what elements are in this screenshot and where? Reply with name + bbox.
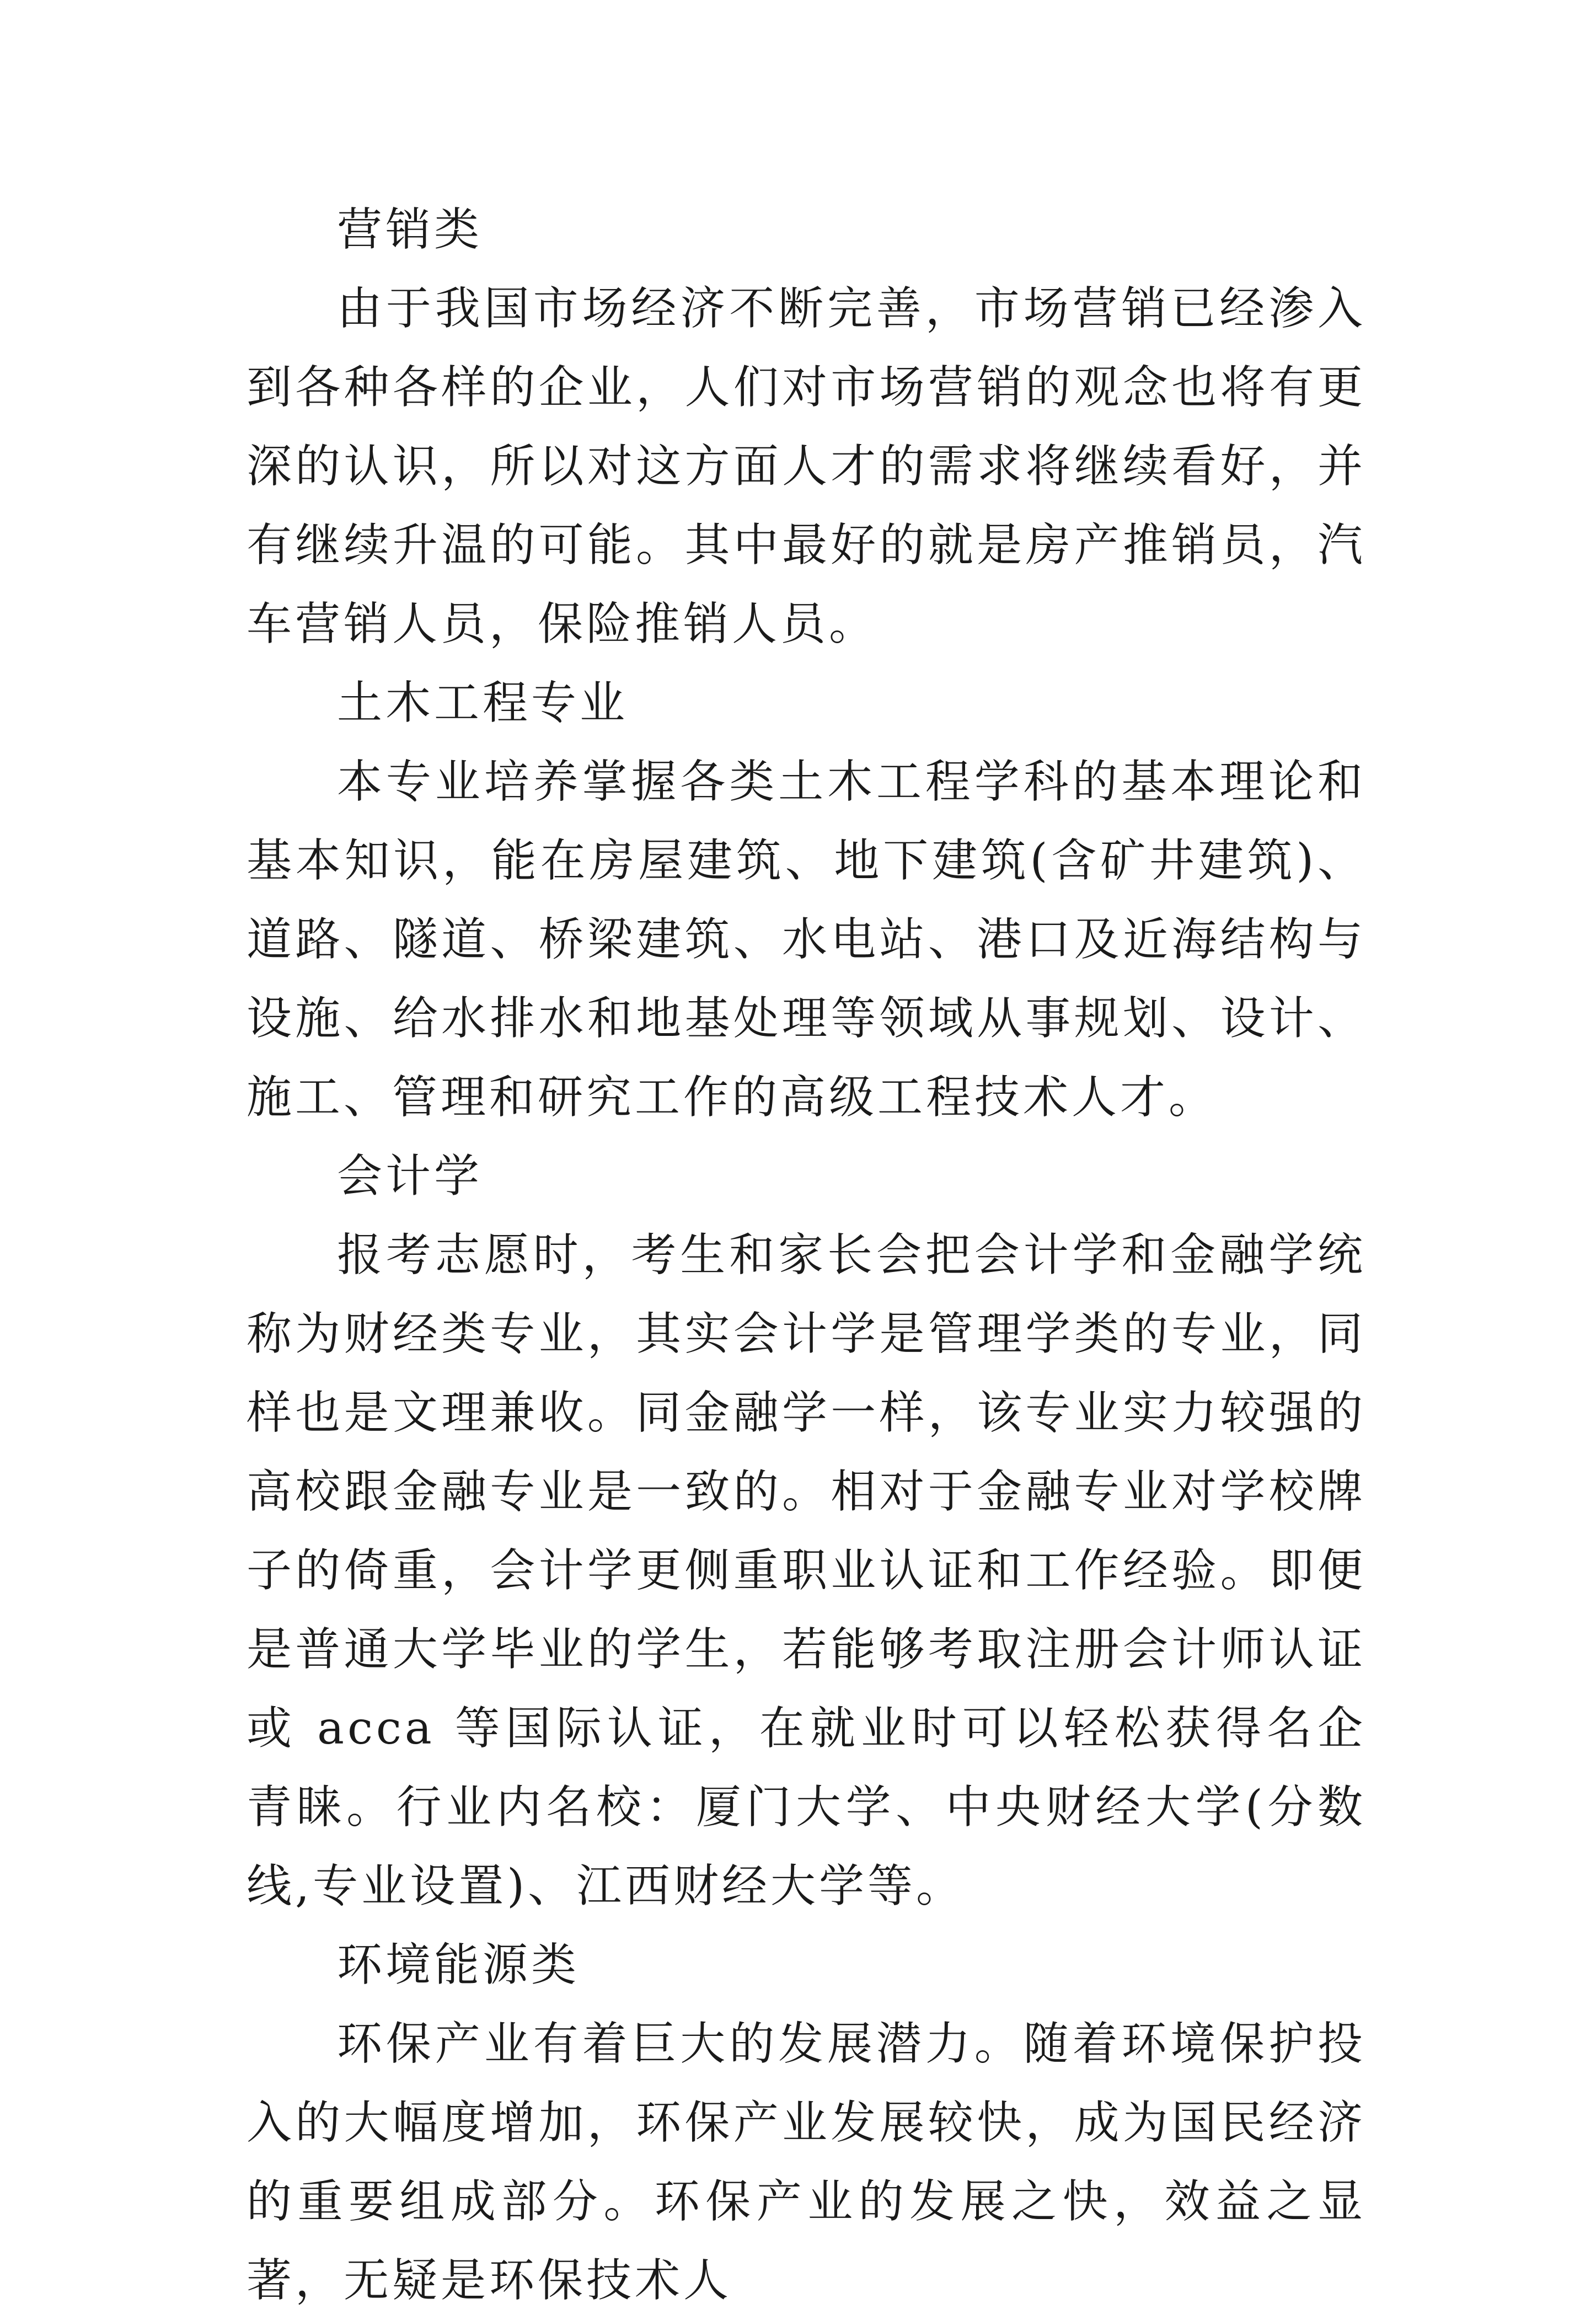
section-heading-civil-engineering: 土木工程专业: [337, 677, 629, 729]
section-heading-environment-energy: 环境能源类: [337, 1939, 580, 1991]
paragraph-marketing: 由于我国市场经济不断完善，市场营销已经渗入到各种各样的企业，人们对市场营销的观念也将有更深的认识，所以对这方面人才的需求将继续看好，并有继续升温的可能。其中最好的就是房产推销员，汽车营销人员，保险推销人员。: [247, 282, 1366, 650]
paragraph-civil-engineering: 本专业培养掌握各类土木工程学科的基本理论和基本知识，能在房屋建筑、地下建筑(含矿井建筑)、道路、隧道、桥梁建筑、水电站、港口及近海结构与设施、给水排水和地基处理等领域从事规划、设计、施工、管理和研究工作的高级工程技术人才。: [247, 756, 1366, 1124]
section-heading-accounting: 会计学: [337, 1150, 483, 1202]
paragraph-environment-energy: 环保产业有着巨大的发展潜力。随着环境保护投入的大幅度增加，环保产业发展较快，成为国民经济的重要组成部分。环保产业的发展之快，效益之显著，无疑是环保技术人: [247, 2018, 1366, 2307]
section-heading-marketing: 营销类: [337, 204, 483, 256]
paragraph-accounting: 报考志愿时，考生和家长会把会计学和金融学统称为财经类专业，其实会计学是管理学类的专业，同样也是文理兼收。同金融学一样，该专业实力较强的高校跟金融专业是一致的。相对于金融专业对学校牌子的倚重，会计学更侧重职业认证和工作经验。即便是普通大学毕业的学生，若能够考取注册会计师认证或 acca 等国际认证，在就业时可以轻松获得名企青睐。行业内名校：厦门大学、中央财经大学(分数线,专业设置)、江西财经大学等。: [247, 1229, 1366, 1912]
document-body: [247, 190, 1366, 2320]
